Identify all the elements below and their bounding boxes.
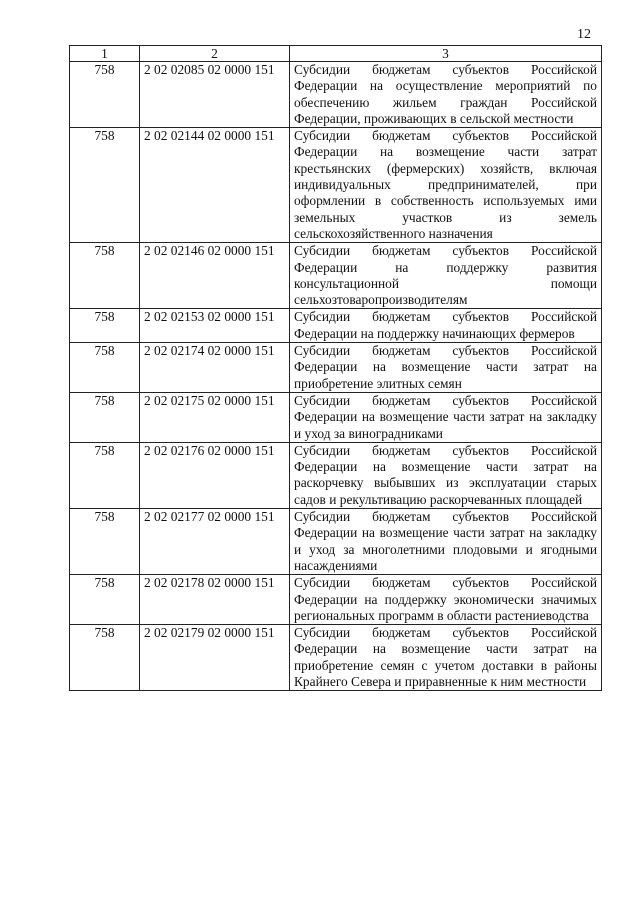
- revenue-name-cell: Субсидии бюджетам субъектов Российской Федерации на возмещение части затрат на закладку и уход за виноградниками: [290, 392, 602, 442]
- table-row: [70, 128, 602, 243]
- revenue-name-cell: Субсидии бюджетам субъектов Российской Федерации на возмещение части затрат крестьянских (фермерских) хозяйств, включая индивидуальных предпринимателей, при оформлении в собственность используемых ими земельных участков из земель сельскохозяйственного назначения: [290, 128, 602, 243]
- budget-code-cell: 2 02 02176 02 0000 151: [140, 442, 290, 508]
- table-row: [70, 309, 602, 343]
- admin-code-cell: 758: [70, 509, 140, 575]
- table-row: [70, 442, 602, 508]
- budget-code-cell: 2 02 02179 02 0000 151: [140, 625, 290, 691]
- table-row: [70, 625, 602, 691]
- budget-code-cell: 2 02 02178 02 0000 151: [140, 575, 290, 625]
- revenue-name-cell: Субсидии бюджетам субъектов Российской Федерации на возмещение части затрат на закладку и уход за многолетними плодовыми и ягодными насаждениями: [290, 509, 602, 575]
- budget-code-cell: 2 02 02177 02 0000 151: [140, 509, 290, 575]
- revenue-name-cell: Субсидии бюджетам субъектов Российской Федерации на поддержку начинающих фермеров: [290, 309, 602, 343]
- admin-code-cell: 758: [70, 343, 140, 393]
- table-body: [70, 62, 602, 691]
- admin-code-cell: 758: [70, 309, 140, 343]
- budget-code-cell: 2 02 02146 02 0000 151: [140, 243, 290, 309]
- column-header-admin: 1: [70, 46, 140, 62]
- revenue-name-cell: Субсидии бюджетам субъектов Российской Федерации на поддержку развития консультационной помощи сельхозтоваропроизводителям: [290, 243, 602, 309]
- admin-code-cell: 758: [70, 575, 140, 625]
- admin-code-cell: 758: [70, 625, 140, 691]
- budget-classification-table: [69, 45, 602, 691]
- revenue-name-cell: Субсидии бюджетам субъектов Российской Федерации на возмещение части затрат на раскорчевку выбывших из эксплуатации старых садов и рекультивацию раскорчеванных площадей: [290, 442, 602, 508]
- revenue-name-cell: Субсидии бюджетам субъектов Российской Федерации на возмещение части затрат на приобретение семян с учетом доставки в районы Крайнего Севера и приравненные к ним местности: [290, 625, 602, 691]
- table-row: [70, 509, 602, 575]
- admin-code-cell: 758: [70, 243, 140, 309]
- budget-code-cell: 2 02 02153 02 0000 151: [140, 309, 290, 343]
- revenue-name-cell: Субсидии бюджетам субъектов Российской Федерации на поддержку экономически значимых региональных программ в области растениеводства: [290, 575, 602, 625]
- table-row: [70, 392, 602, 442]
- admin-code-cell: 758: [70, 442, 140, 508]
- admin-code-cell: 758: [70, 392, 140, 442]
- column-header-name: 3: [290, 46, 602, 62]
- table-row: [70, 343, 602, 393]
- admin-code-cell: 758: [70, 128, 140, 243]
- table-header-row: [70, 46, 602, 62]
- table-row: [70, 62, 602, 128]
- column-header-code: 2: [140, 46, 290, 62]
- budget-code-cell: 2 02 02174 02 0000 151: [140, 343, 290, 393]
- revenue-name-cell: Субсидии бюджетам субъектов Российской Федерации на осуществление мероприятий по обеспечению жильем граждан Российской Федерации, проживающих в сельской местности: [290, 62, 602, 128]
- budget-code-cell: 2 02 02085 02 0000 151: [140, 62, 290, 128]
- revenue-name-cell: Субсидии бюджетам субъектов Российской Федерации на возмещение части затрат на приобретение элитных семян: [290, 343, 602, 393]
- table-row: [70, 575, 602, 625]
- budget-code-cell: 2 02 02175 02 0000 151: [140, 392, 290, 442]
- table-row: [70, 243, 602, 309]
- budget-code-cell: 2 02 02144 02 0000 151: [140, 128, 290, 243]
- page-number: 12: [577, 27, 591, 42]
- admin-code-cell: 758: [70, 62, 140, 128]
